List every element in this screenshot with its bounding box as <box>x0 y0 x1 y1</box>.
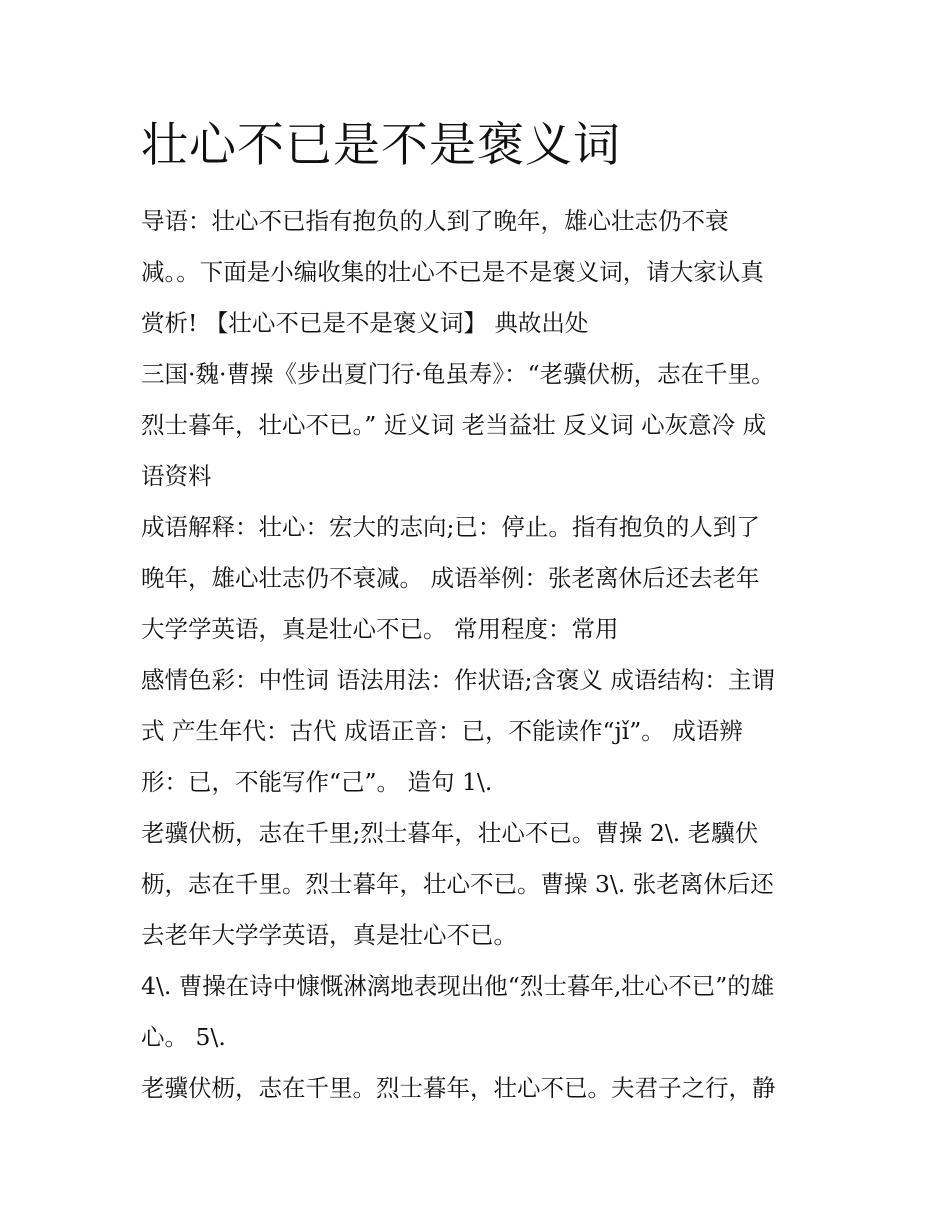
body-line: 式 产生年代：古代 成语正音：已，不能读作“jǐ”。 成语辨 <box>141 717 743 745</box>
body-line: 大学学英语，真是壮心不已。 常用程度：常用 <box>141 615 619 643</box>
body-line: 老骥伏枥，志在千里。烈士暮年，壮心不已。夫君子之行，静 <box>141 1074 776 1102</box>
body-line: 枥，志在千里。烈士暮年，壮心不已。曹操 3\. 张老离休后还 <box>141 870 774 898</box>
body-line: 语资料 <box>141 462 212 490</box>
body-line: 4\. 曹操在诗中慷慨淋漓地表现出他“烈士暮年,壮心不已”的雄 <box>141 972 775 1000</box>
body-line: 心。 5\. <box>141 1023 226 1051</box>
body-line: 老骥伏枥，志在千里;烈士暮年，壮心不已。曹操 2\. 老驥伏 <box>141 819 759 847</box>
body-line: 三国·魏·曹操《步出夏门行·龟虽寿》：“老骥伏枥，志在千里。 <box>141 360 775 388</box>
body-line: 赏析! 【壮心不已是不是褒义词】 典故出处 <box>141 309 589 337</box>
document-body <box>141 196 821 1114</box>
body-line: 晚年，雄心壮志仍不衰减。 成语举例：张老离休后还去老年 <box>141 564 760 592</box>
body-line: 形：已，不能写作“己”。 造句 1\. <box>141 768 493 796</box>
body-line: 去老年大学学英语，真是壮心不已。 <box>141 921 517 949</box>
body-line: 成语解释：壮心：宏大的志向;已：停止。指有抱负的人到了 <box>141 513 760 541</box>
body-line: 烈士暮年，壮心不已。” 近义词 老当益壮 反义词 心灰意冷 成 <box>141 411 767 439</box>
document-title: 壮心不已是不是褒义词 <box>141 118 621 173</box>
body-line: 减。。下面是小编收集的壮心不已是不是褒义词，请大家认真 <box>141 258 764 286</box>
body-line: 导语：壮心不已指有抱负的人到了晚年，雄心壮志仍不衰 <box>141 207 729 235</box>
body-line: 感情色彩：中性词 语法用法：作状语;含褒义 成语结构：主谓 <box>141 666 775 694</box>
